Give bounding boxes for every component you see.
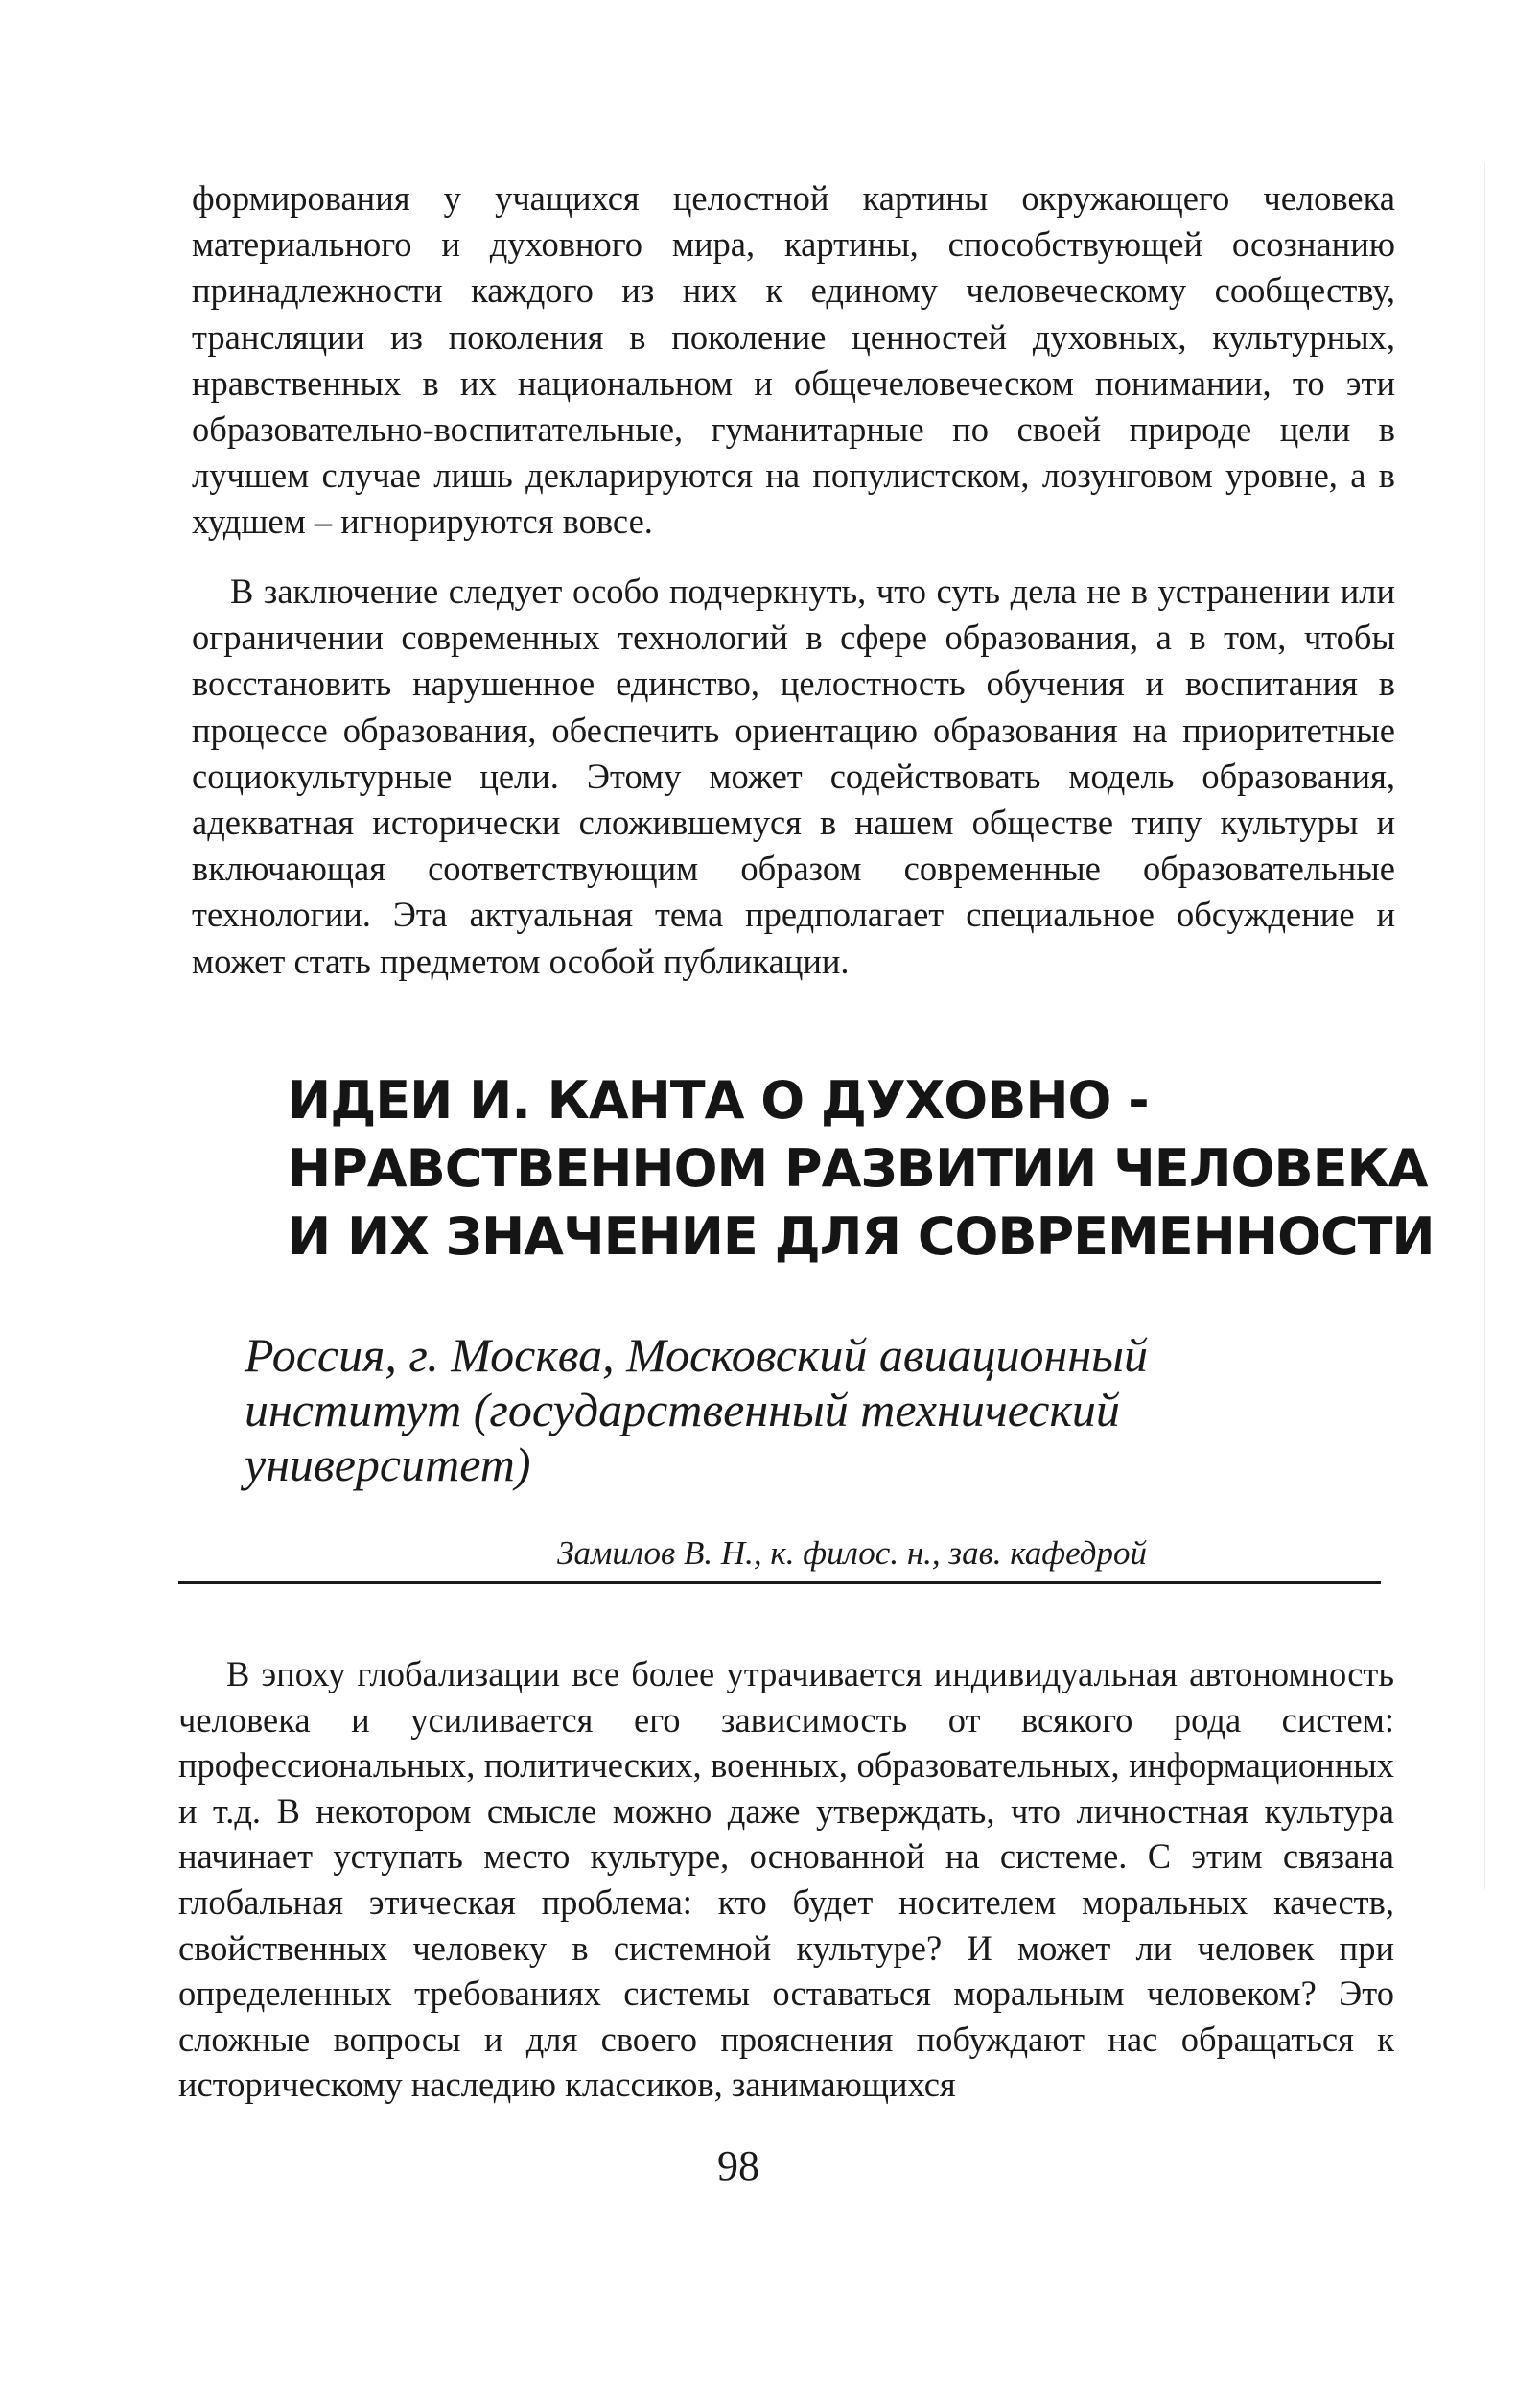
article-title-line-3: И ИХ ЗНАЧЕНИЕ ДЛЯ СОВРЕМЕННОСТИ xyxy=(288,1206,1435,1267)
article-title-line-1: ИДЕИ И. КАНТА О ДУХОВНО - xyxy=(288,1070,1149,1131)
affiliation-line-3: университет) xyxy=(245,1437,531,1491)
article-title xyxy=(288,1066,1435,1271)
article-title-line-2: НРАВСТВЕННОМ РАЗВИТИИ ЧЕЛОВЕКА xyxy=(288,1138,1428,1199)
article-body-paragraph: В эпоху глобализации все более утрачивается индивидуальная автономность человека и усиливается его зависимость от всякого рода систем: профессиональных, политических, военных, образовательных, информационных и т.д. В некотором смысле можно даже утверждать, что личностная культура начинает уступать место культуре, основанной на системе. С этим связана глобальная этическая проблема: кто будет носителем моральных качеств, свойственных человеку в системной культуре? И может ли человек при определенных требованиях системы оставаться моральным человеком? Это сложные вопросы и для своего прояснения побуждают нас обращаться к историческому наследию классиков, занимающихся xyxy=(178,1654,1394,2105)
body-paragraph-continuation: формирования у учащихся целостной картины окружающего человека материального и духовного мира, картины, способствующей осознанию принадлежности каждого из них к единому человеческому сообществу, трансляции из поколения в поколение ценностей духовных, культурных, нравственных в их национальном и общечеловеческом понимании, то эти образовательно-воспитательные, гуманитарные по своей природе цели в лучшем случае лишь декларируются на популистском, лозунговом уровне, а в худшем – игнорируются вовсе. xyxy=(192,178,1395,542)
body-paragraph-conclusion: В заключение следует особо подчеркнуть, что суть дела не в устранении или ограничении современных технологий в сфере образования, а в том, чтобы восстановить нарушенное единство, целостность обучения и воспитания в процессе образования, обеспечить ориентацию образования на приоритетные социокультурные цели. Этому может содействовать модель образования, адекватная исторически сложившемуся в нашем обществе типу культуры и включающая соответствующим образом современные образовательные технологии. Эта актуальная тема предполагает специальное обсуждение и может стать предметом особой публикации. xyxy=(192,572,1395,981)
page-number: 98 xyxy=(717,2142,759,2189)
author-affiliation xyxy=(245,1328,1376,1492)
scan-margin-shade xyxy=(1484,163,1485,1889)
affiliation-line-2: институт (государственный технический xyxy=(245,1383,1120,1436)
affiliation-line-1: Россия, г. Москва, Московский авиационный xyxy=(245,1328,1149,1382)
author-line: Замилов В. Н., к. филос. н., зав. кафедрой xyxy=(557,1534,1147,1572)
author-divider-rule xyxy=(178,1581,1381,1584)
